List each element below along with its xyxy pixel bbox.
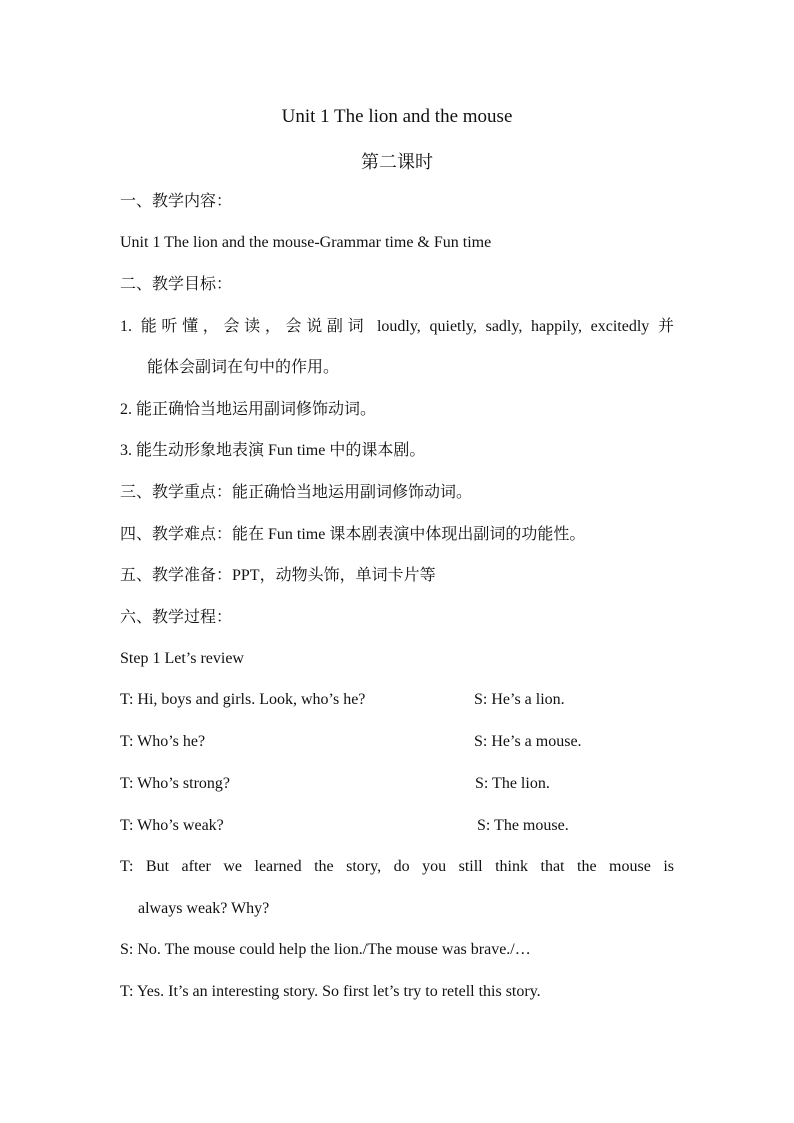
dialogue-teacher-3: T: Who’s strong? [120,775,231,792]
dialogue-student-1: S: He’s a lion. [474,691,565,708]
step1-heading: Step 1 Let’s review [120,650,244,667]
lesson-subtitle: 第二课时 [361,152,433,172]
dialogue-student-4: S: The mouse. [477,817,569,834]
student-answer: S: No. The mouse could help the lion./The mouse was brave./… [120,941,531,958]
dialogue-teacher-4: T: Who’s weak? [120,817,224,834]
dialogue-teacher-1: T: Hi, boys and girls. Look, who’s he? [120,691,366,708]
dialogue-student-2: S: He’s a mouse. [474,733,582,750]
goals-heading: 二、教学目标： [120,276,233,293]
goal-1-line-b: 能体会副词在句中的作用。 [147,359,340,376]
goal-3: 3. 能生动形象地表演 Fun time 中的课本剧。 [120,442,426,459]
dialogue-student-3: S: The lion. [475,775,550,792]
document-title: Unit 1 The lion and the mouse [281,106,513,127]
teacher-question-line-a: T: But after we learned the story, do you still think that the mouse is [120,858,674,875]
teacher-question-line-b: always weak? Why? [138,900,270,917]
teacher-closing: T: Yes. It’s an interesting story. So first let’s try to retell this story. [120,983,541,1000]
key-point: 三、教学重点：能正确恰当地运用副词修饰动词。 [120,484,473,501]
preparation: 五、教学准备：PPT，动物头饰，单词卡片等 [120,567,436,584]
content-text: Unit 1 The lion and the mouse-Grammar time & Fun time [120,234,492,251]
goal-2: 2. 能正确恰当地运用副词修饰动词。 [120,401,377,418]
difficulty: 四、教学难点：能在 Fun time 课本剧表演中体现出副词的功能性。 [120,526,586,543]
process-heading: 六、教学过程： [120,609,233,626]
goal-1-line-a: 1. 能听懂，会读，会说副词 loudly, quietly, sadly, happily, excitedly 并 [120,318,674,335]
dialogue-teacher-2: T: Who’s he? [120,733,206,750]
content-heading: 一、教学内容： [120,193,233,210]
